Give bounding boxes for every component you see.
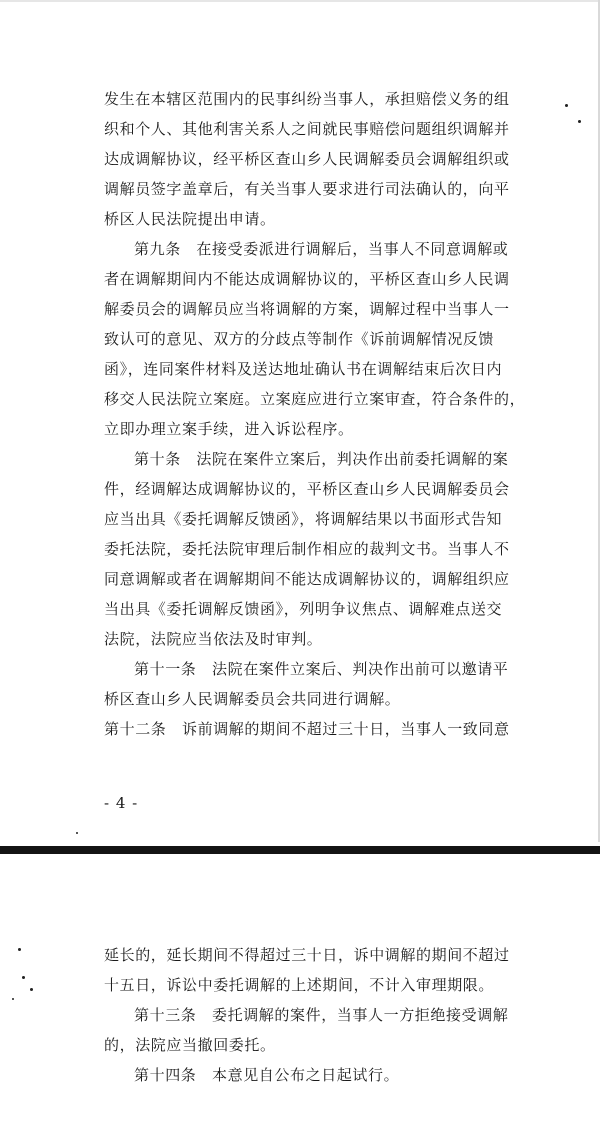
text-line: 延长的，延长期间不得超过三十日，诉中调解的期间不超过 [104,946,510,964]
text-line: 调解员签字盖章后，有关当事人要求进行司法确认的，向平 [104,180,510,198]
text-line: 委托法院，委托法院审理后制作相应的裁判文书。当事人不 [104,540,510,558]
text-line: 第十一条 法院在案件立案后、判决作出前可以邀请平 [134,660,509,678]
text-line: 第十二条 诉前调解的期间不超过三十日，当事人一致同意 [104,720,510,738]
scan-speck [76,832,78,834]
text-line: 件，经调解达成调解协议的，平桥区查山乡人民调解委员会 [104,480,510,498]
text-line: 者在调解期间内不能达成调解协议的，平桥区查山乡人民调 [104,270,510,288]
scan-speck [22,976,25,979]
text-line: 解委员会的调解员应当将调解的方案，调解过程中当事人一 [104,300,510,318]
text-line: 应当出具《委托调解反馈函》，将调解结果以书面形式告知 [104,510,503,528]
scan-speck [30,988,33,991]
document-page-bottom [0,858,600,1144]
text-line: 立即办理立案手续，进入诉讼程序。 [104,420,354,438]
text-line: 函》，连同案件材料及送达地址确认书在调解结束后次日内 [104,360,503,378]
text-line: 第十四条 本意见自公布之日起试行。 [134,1066,400,1084]
scan-speck [18,948,21,951]
text-line: 发生在本辖区范围内的民事纠纷当事人，承担赔偿义务的组 [104,90,510,108]
text-line: 移交人民法院立案庭。立案庭应进行立案审查，符合条件的， [104,390,526,408]
text-line: 第十三条 委托调解的案件，当事人一方拒绝接受调解 [134,1006,509,1024]
text-line: 法院，法院应当依法及时审判。 [104,630,323,648]
page-number: - 4 - [104,794,139,812]
text-line: 第十条 法院在案件立案后，判决作出前委托调解的案 [134,450,509,468]
page-top-edge [0,0,600,2]
text-line: 十五日，诉讼中委托调解的上述期间，不计入审理期限。 [104,976,495,994]
text-line: 达成调解协议，经平桥区查山乡人民调解委员会调解组织或 [104,150,510,168]
scan-speck [565,104,568,107]
text-line: 同意调解或者在调解期间不能达成调解协议的，调解组织应 [104,570,510,588]
page-top-body-text [104,84,524,744]
text-line: 第九条 在接受委派进行调解后，当事人不同意调解或 [134,240,509,258]
page-bottom-body-text [104,940,524,1090]
text-line: 织和个人、其他利害关系人之间就民事赔偿问题组织调解并 [104,120,510,138]
text-line: 桥区人民法院提出申请。 [104,210,276,228]
text-line: 当出具《委托调解反馈函》，列明争议焦点、调解难点送交 [104,600,503,618]
text-line: 的，法院应当撤回委托。 [104,1036,276,1054]
text-line: 致认可的意见、双方的分歧点等制作《诉前调解情况反馈 [104,330,495,348]
scan-speck [12,998,14,1000]
scan-speck [578,120,581,123]
page-separator [0,846,600,854]
text-line: 桥区查山乡人民调解委员会共同进行调解。 [104,690,401,708]
